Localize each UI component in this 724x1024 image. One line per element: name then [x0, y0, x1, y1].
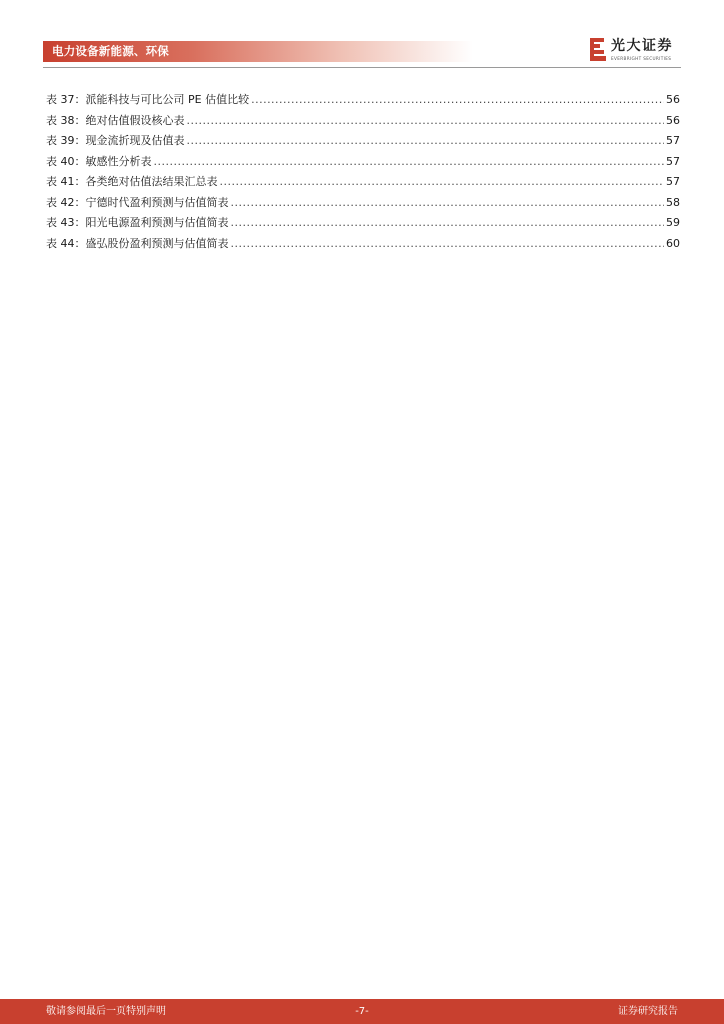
toc-entry-page: 59 — [666, 216, 680, 229]
toc-entry-page: 56 — [666, 93, 680, 106]
toc-entry[interactable] — [46, 131, 680, 152]
toc-leader-dots — [220, 172, 665, 192]
toc-entry-label: 表 38：绝对估值假设核心表 — [46, 113, 185, 127]
toc-entry-label: 表 39：现金流折现及估值表 — [46, 134, 185, 147]
toc-entry-label: 表 43：阳光电源盈利预测与估值简表 — [46, 216, 229, 229]
header-divider — [43, 67, 681, 68]
toc-entry[interactable] — [46, 90, 680, 111]
toc-entry-label: 表 44：盛弘股份盈利预测与估值简表 — [46, 236, 229, 250]
toc-leader-dots — [251, 90, 664, 110]
toc-entry-page: 57 — [666, 154, 680, 168]
toc-entry[interactable] — [46, 234, 680, 255]
brand-name-cn: 光大证券 — [611, 38, 673, 54]
toc-entry[interactable] — [46, 193, 680, 214]
toc-entry[interactable] — [46, 152, 680, 173]
toc-leader-dots — [231, 213, 665, 233]
everbright-logo-icon — [589, 37, 607, 63]
toc-entry[interactable] — [46, 172, 680, 193]
toc-entry[interactable] — [46, 213, 680, 234]
footer-page-number: -7- — [355, 1006, 369, 1017]
toc-leader-dots — [187, 131, 665, 151]
section-title: 电力设备新能源、环保 — [52, 44, 169, 58]
toc-entry-label: 表 41：各类绝对估值法结果汇总表 — [46, 175, 218, 188]
toc-entry-label: 表 42：宁德时代盈利预测与估值简表 — [46, 195, 229, 209]
footer-report-type: 证券研究报告 — [618, 1006, 678, 1017]
toc-entry-page: 56 — [666, 113, 680, 127]
toc-entry-label: 表 40：敏感性分析表 — [46, 154, 152, 168]
toc-leader-dots — [187, 111, 665, 131]
toc-leader-dots — [154, 152, 665, 172]
toc-entry-page: 58 — [666, 195, 680, 209]
toc-entry-page: 60 — [666, 236, 680, 250]
toc-leader-dots — [231, 234, 665, 254]
toc-leader-dots — [231, 193, 665, 213]
toc-entry[interactable] — [46, 111, 680, 132]
table-of-contents — [46, 90, 680, 254]
toc-entry-label: 表 37：派能科技与可比公司 PE 估值比较 — [46, 93, 250, 106]
brand-name-en: EVERBRIGHT SECURITIES — [611, 56, 672, 61]
footer-disclaimer: 敬请参阅最后一页特别声明 — [46, 1006, 166, 1017]
brand-logo — [589, 37, 681, 65]
toc-entry-page: 57 — [666, 134, 680, 147]
toc-entry-page: 57 — [666, 175, 680, 188]
